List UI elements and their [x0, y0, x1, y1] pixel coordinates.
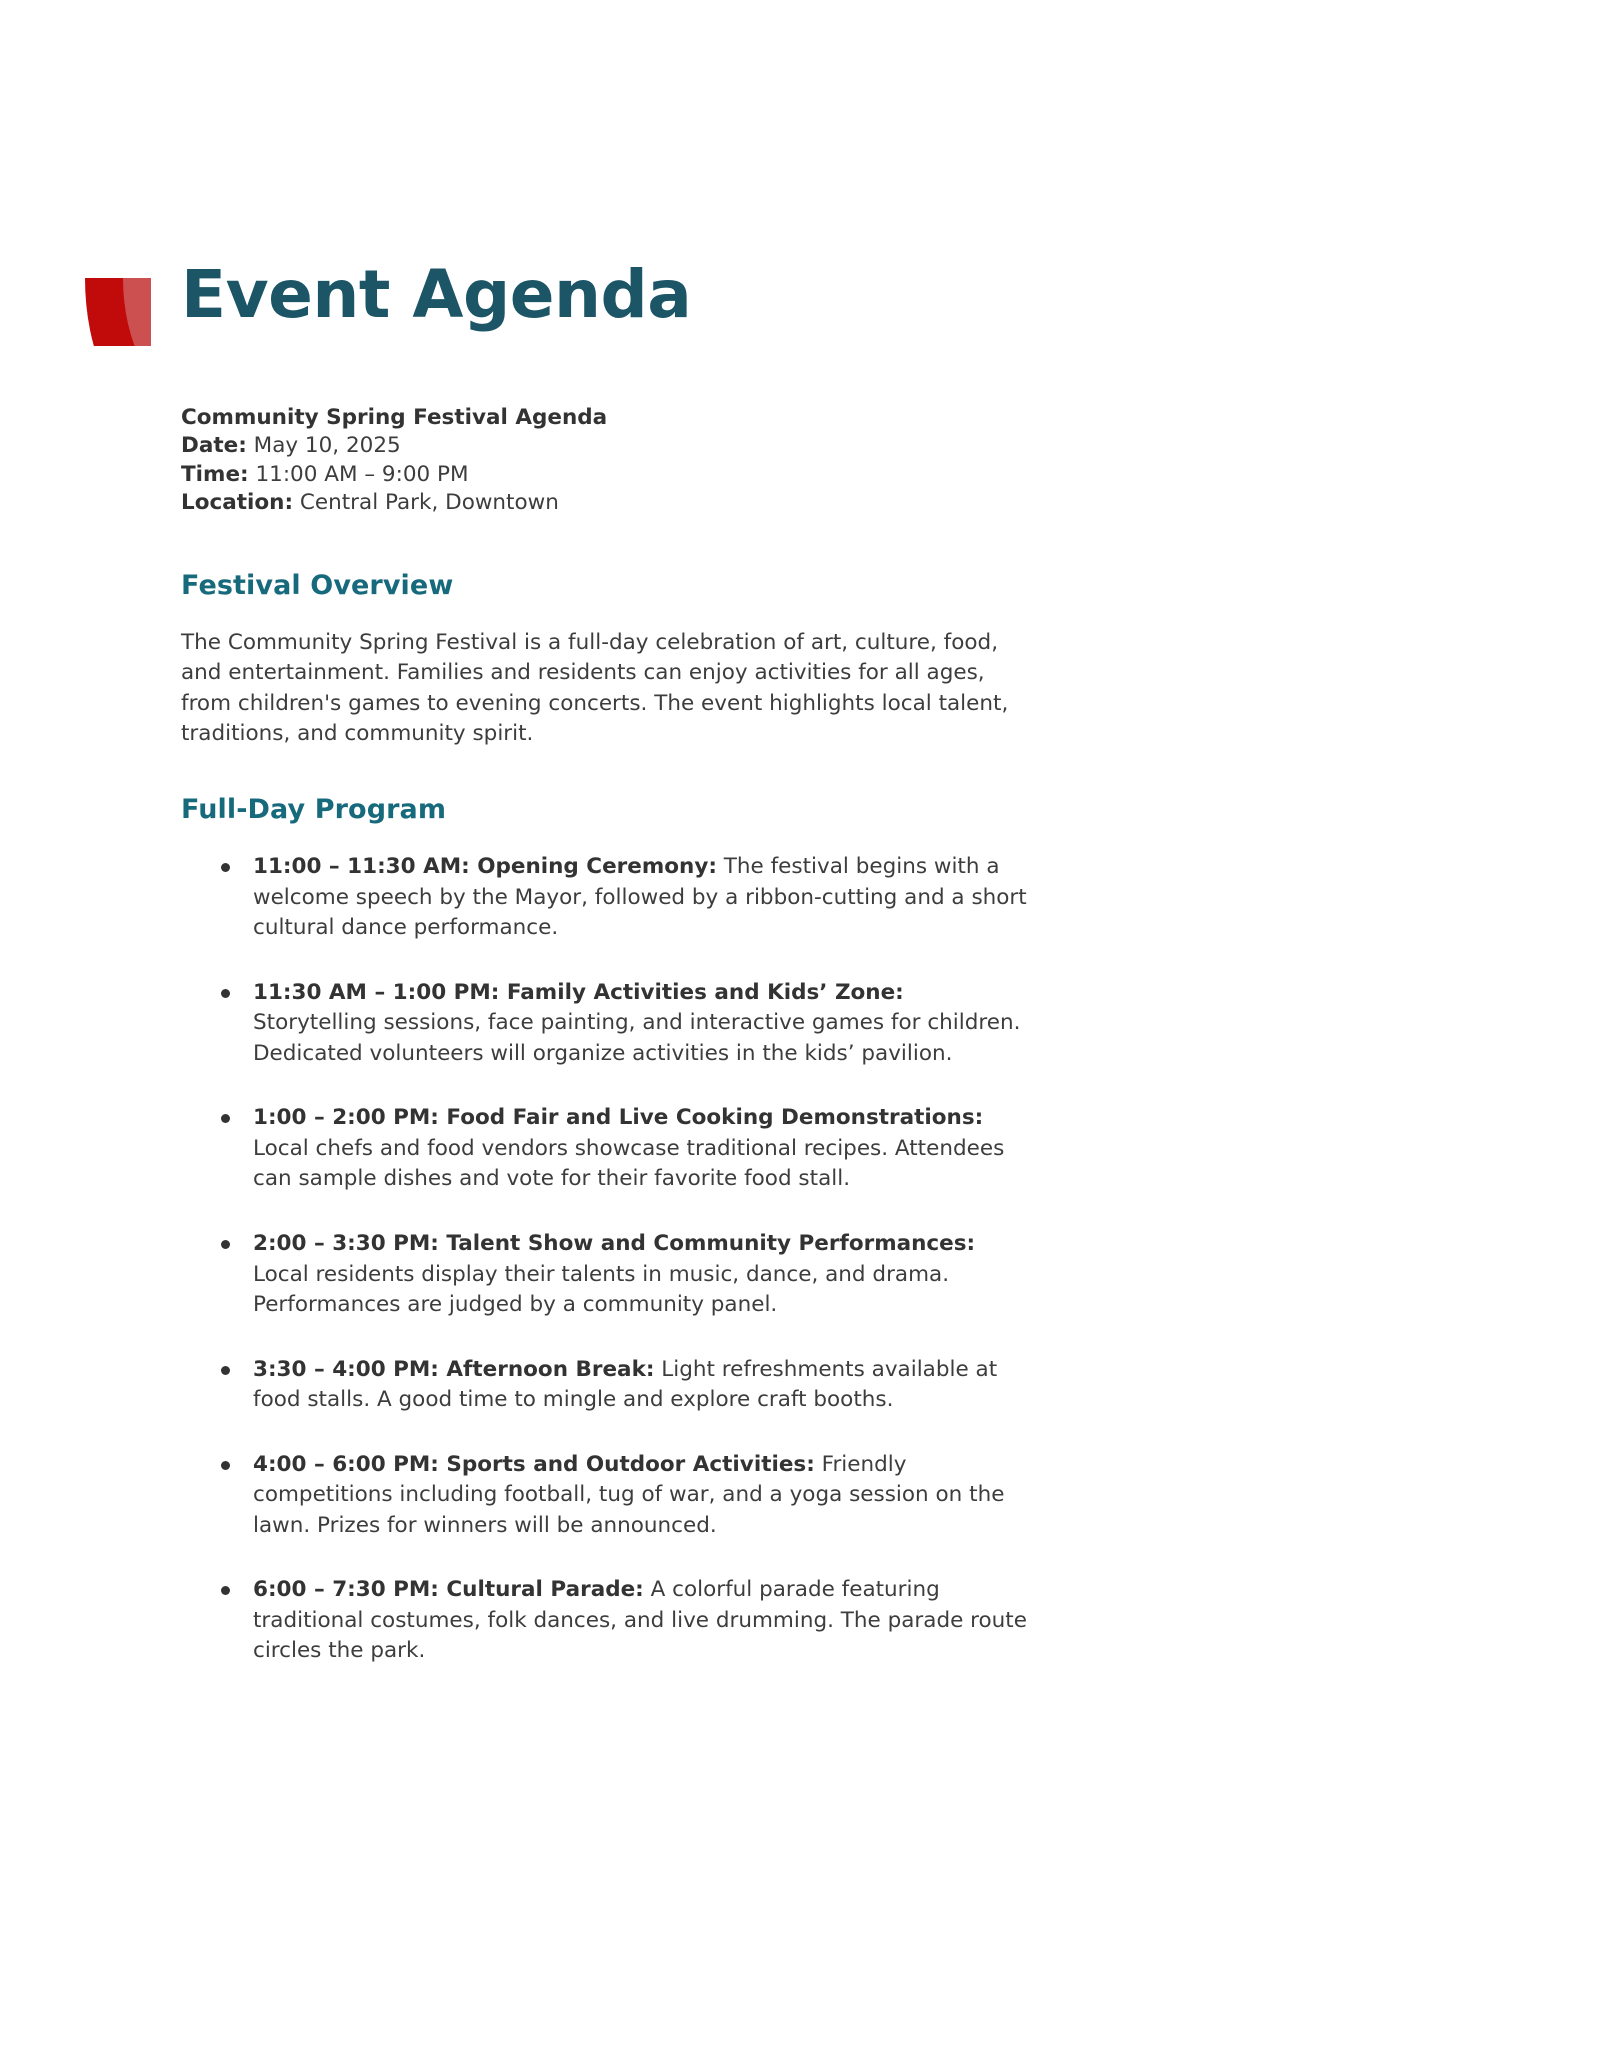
bullet-dot-icon: [221, 1366, 230, 1375]
bullet-dot-icon: [221, 1114, 230, 1123]
event-time-value: 11:00 AM – 9:00 PM: [248, 461, 469, 487]
bullet-dot-icon: [221, 989, 230, 998]
program-item: [253, 1355, 1031, 1416]
bullet-dot-icon: [221, 1586, 230, 1595]
document-header: [0, 256, 1600, 372]
program-item: [253, 1575, 1031, 1667]
program-item-description: Storytelling sessions, face painting, and interactive games for children. Dedicated volunteers will organize activities in the kids’ pavilion.: [253, 1010, 1021, 1066]
festival-overview-heading: Festival Overview: [181, 569, 454, 601]
program-item: [253, 978, 1031, 1070]
program-item-label: 1:00 – 2:00 PM: Food Fair and Live Cooking Demonstrations:: [253, 1105, 984, 1131]
event-location-value: Central Park, Downtown: [293, 490, 559, 516]
bullet-dot-icon: [221, 863, 230, 872]
event-time-line: [181, 461, 1031, 489]
bullet-dot-icon: [221, 1240, 230, 1249]
program-item-description: Local residents display their talents in music, dance, and drama. Performances are judged by a community panel.: [253, 1261, 950, 1318]
event-meta-block: [181, 404, 1031, 518]
program-item: [253, 1450, 1031, 1542]
event-date-label: Date:: [181, 433, 247, 459]
bullet-dot-icon: [221, 1461, 230, 1470]
program-item-description: Light refreshments available at food stalls. A good time to mingle and explore craft booths.: [253, 1356, 998, 1413]
program-item-label: 6:00 – 7:30 PM: Cultural Parade:: [253, 1577, 644, 1603]
full-day-program-heading: Full-Day Program: [181, 793, 447, 825]
document-body: [181, 404, 1031, 1667]
program-item-label: 4:00 – 6:00 PM: Sports and Outdoor Activities:: [253, 1451, 815, 1477]
program-item-label: 11:30 AM – 1:00 PM: Family Activities and Kids’ Zone:: [253, 979, 904, 1005]
program-list: [181, 852, 1031, 1666]
program-item-label: 3:30 – 4:00 PM: Afternoon Break:: [253, 1356, 655, 1382]
program-item-description: A colorful parade featuring traditional costumes, folk dances, and live drumming. The parade route circles the park.: [253, 1577, 1027, 1664]
program-item-description: Friendly competitions including football, tug of war, and a yoga session on the lawn. Prizes for winners will be announced.: [253, 1451, 1005, 1538]
event-location-line: [181, 489, 1031, 517]
program-item: [253, 852, 1031, 944]
program-item-description: The festival begins with a welcome speech by the Mayor, followed by a ribbon-cutting and a short cultural dance performance.: [253, 854, 1027, 941]
brand-logo-icon: [85, 278, 151, 346]
program-item: [253, 1229, 1031, 1321]
event-location-label: Location:: [181, 490, 294, 516]
program-item-label: 11:00 – 11:30 AM: Opening Ceremony:: [253, 854, 717, 880]
event-subtitle: Community Spring Festival Agenda: [181, 405, 608, 430]
page-title: Event Agenda: [181, 256, 692, 333]
festival-overview-paragraph: The Community Spring Festival is a full-day celebration of art, culture, food, and entertainment. Families and residents can enjoy activities for all ages, from children's games to evening concerts. The event highlights local talent, traditions, and community spirit.: [181, 629, 1009, 747]
event-date-line: [181, 432, 1031, 460]
event-time-label: Time:: [181, 461, 249, 487]
program-item-description: Local chefs and food vendors showcase traditional recipes. Attendees can sample dishes and vote for their favorite food stall.: [253, 1135, 1005, 1192]
program-item: [253, 1103, 1031, 1195]
event-date-value: May 10, 2025: [246, 433, 401, 459]
program-item-label: 2:00 – 3:30 PM: Talent Show and Community Performances:: [253, 1230, 976, 1256]
